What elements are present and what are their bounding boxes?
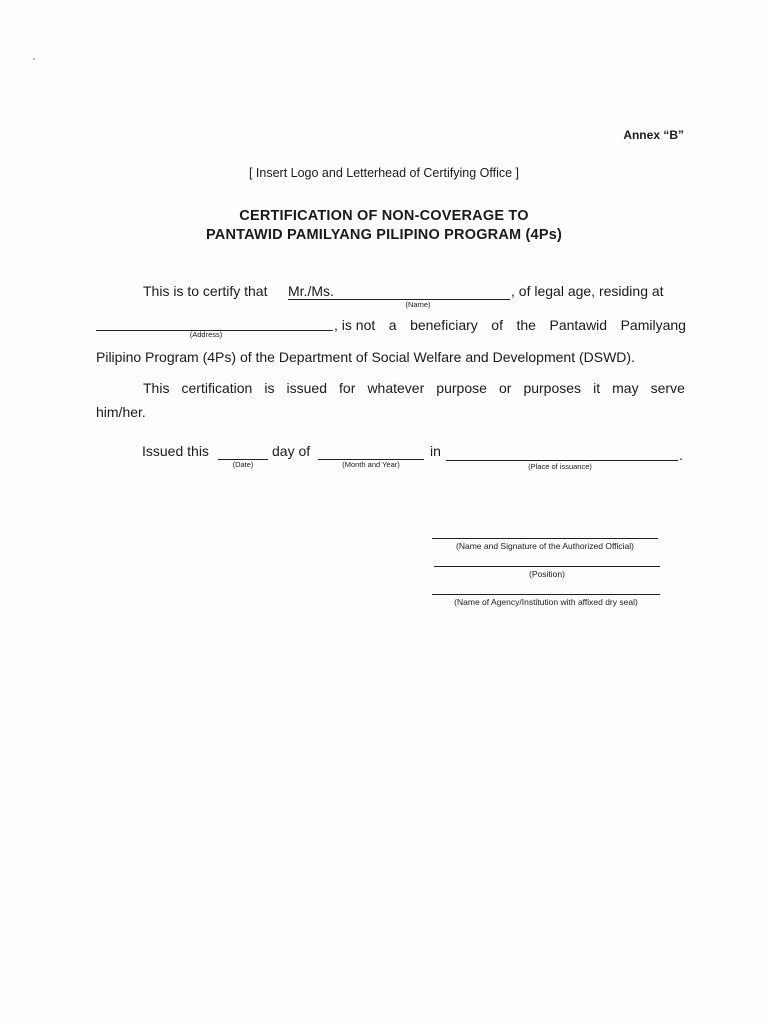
place-caption: (Place of issuance): [528, 462, 592, 471]
official-caption: (Name and Signature of the Authorized Official): [456, 541, 634, 551]
date-caption: (Date): [232, 460, 254, 469]
scan-speck: [33, 58, 35, 60]
issued-period: .: [679, 447, 683, 463]
address-caption: (Address): [189, 330, 223, 339]
place-blank: [446, 460, 678, 461]
not-beneficiary-line: , is not a beneficiary of the Pantawid Pamilyang: [334, 317, 686, 333]
agency-line: [432, 594, 660, 595]
after-name-text: , of legal age, residing at: [511, 283, 664, 299]
official-signature-line: [432, 538, 658, 539]
agency-caption: (Name of Agency/Institution with affixed dry seal): [454, 597, 638, 607]
program-line: Pilipino Program (4Ps) of the Department of Social Welfare and Development (DSWD).: [96, 349, 635, 365]
title-line-1: CERTIFICATION OF NON-COVERAGE TO: [239, 208, 529, 224]
certify-lead: This is to certify that: [143, 283, 268, 299]
name-caption: (Name): [405, 300, 431, 309]
name-blank: [288, 283, 510, 300]
salutation: Mr./Ms.: [288, 283, 334, 299]
name-field: [288, 283, 510, 300]
title-line-2: PANTAWID PAMILYANG PILIPINO PROGRAM (4Ps): [206, 227, 562, 243]
position-caption: (Position): [529, 569, 565, 579]
him-her: him/her.: [96, 404, 146, 420]
letterhead-placeholder: [ Insert Logo and Letterhead of Certifying Office ]: [248, 166, 520, 180]
month-year-caption: (Month and Year): [342, 460, 400, 469]
purpose-line: This certification is issued for whatever purpose or purposes it may serve: [143, 380, 685, 396]
annex-label: Annex “B”: [623, 128, 684, 142]
position-line: [434, 566, 660, 567]
in-text: in: [430, 443, 441, 459]
day-of-text: day of: [272, 443, 311, 459]
issued-lead: Issued this: [142, 443, 209, 459]
